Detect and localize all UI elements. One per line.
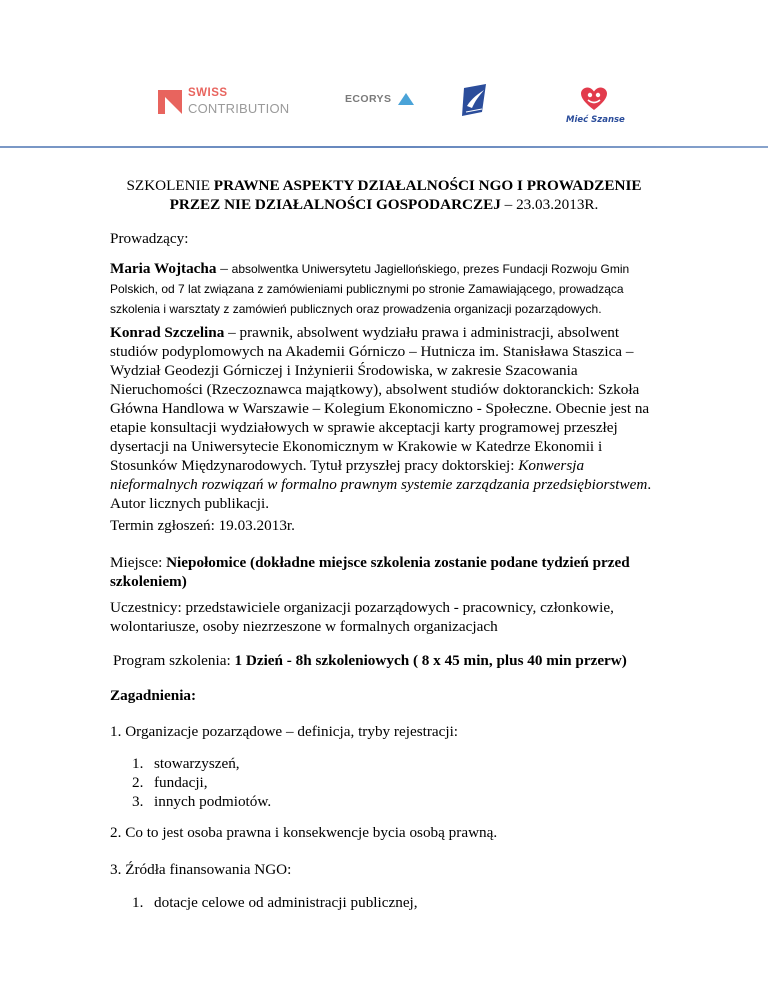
- list-item: 2. fundacji,: [132, 774, 208, 791]
- list-item: 3. innych podmiotów.: [132, 793, 272, 810]
- program-label: Program szkolenia:: [113, 652, 235, 669]
- page-title: [110, 176, 658, 214]
- title-bold-line1: PRAWNE ASPEKTY DZIAŁALNOŚCI NGO I PROWADZENIE: [213, 177, 642, 194]
- instructor1-paragraph: [110, 259, 670, 319]
- title-suffix: – 23.03.2013R.: [500, 196, 599, 213]
- logo-header: [0, 0, 768, 140]
- participants-paragraph: Uczestnicy: przedstawiciele organizacji pozarządowych - pracownicy, członkowie, wolontariusze, osoby niezrzeszone w formalnych organizacjach: [110, 599, 614, 635]
- szanse-logo-text: Mieć Szanse: [566, 115, 625, 125]
- instructor1-bio: absolwentka Uniwersytetu Jagiellońskiego, prezes Fundacji Rozwoju Gmin Polskich, od 7 lat związana z zamówieniami publicznymi po stronie Zamawiającego, prowadząca szkolenia i warsztaty z zamówień publicznych oraz prowadzenia organizacji pozarządowych.: [110, 262, 630, 316]
- instructor1-dash: –: [216, 260, 232, 277]
- title-prefix: SZKOLENIE: [126, 177, 214, 194]
- swiss-mark-icon: [158, 90, 182, 114]
- swiss-contribution-logo: [158, 88, 290, 118]
- list-item: 1. dotacje celowe od administracji publicznej,: [132, 894, 418, 911]
- section3-list: [110, 893, 418, 912]
- place-label: Miejsce:: [110, 554, 167, 571]
- instructor2-thesis: Konwersja nieformalnych rozwiązań w formalno prawnym systemie zarządzania przedsiębiorstwem: [110, 457, 648, 493]
- instructors-label: Prowadzący:: [110, 230, 189, 247]
- program-value: 1 Dzień - 8h szkoleniowych ( 8 x 45 min, plus 40 min przerw): [234, 652, 627, 669]
- instructor2-paragraph: [110, 323, 670, 513]
- section1-list: [110, 754, 271, 811]
- list-item: 1. stowarzyszeń,: [132, 755, 240, 772]
- registration-deadline: Termin zgłoszeń: 19.03.2013r.: [110, 517, 295, 534]
- bird-logo-icon: [460, 82, 490, 118]
- instructor2-name: Konrad Szczelina: [110, 324, 225, 341]
- instructor2-bio-1: – prawnik, absolwent wydziału prawa i administracji, absolwent studiów podyplomowych na Akademii Górniczo – Hutnicza im. Stanisława Staszica – Wydział Geodezji Górniczej i Inżynierii Środowiska, w zakresie Szacowania Nieruchomości (Rzeczoznawca majątkowy), absolwent studiów doktoranckich: Szkoła Główna Handlowa w Warszawie – Kolegium Ekonomiczno - Społeczne. Obecnie jest na etapie konsultacji wydziałowych w sprawie akceptacji karty programowej przeszłej dysertacji na Uniwersytecie Ekonomicznym w Krakowie w Katedrze Ekonomii i Stosunków Międzynarodowych. Tytuł przyszłej pracy doktorskiej:: [110, 324, 650, 474]
- section3-heading: 3. Źródła finansowania NGO:: [110, 861, 292, 878]
- instructor1-name: Maria Wojtacha: [110, 260, 217, 277]
- ecorys-logo: [345, 90, 414, 106]
- instructor2-bio-2: . Autor licznych publikacji.: [110, 476, 652, 512]
- issues-heading: Zagadnienia:: [110, 687, 197, 704]
- title-bold-line2: PRZEZ NIE DZIAŁALNOŚCI GOSPODARCZEJ: [169, 196, 501, 213]
- swiss-logo-line1: SWISS: [188, 87, 228, 99]
- program-paragraph: [113, 651, 673, 670]
- section1-heading: 1. Organizacje pozarządowe – definicja, tryby rejestracji:: [110, 723, 459, 740]
- place-paragraph: [110, 553, 670, 591]
- section2-heading: 2. Co to jest osoba prawna i konsekwencje bycia osobą prawną.: [110, 824, 498, 841]
- header-divider: [0, 146, 768, 148]
- mies-szanse-logo: [566, 86, 625, 126]
- ecorys-logo-text: ECORYS: [345, 92, 392, 105]
- place-value: Niepołomice (dokładne miejsce szkolenia zostanie podane tydzień przed szkoleniem): [110, 554, 630, 590]
- heart-icon: [579, 86, 609, 112]
- swiss-logo-line2: CONTRIBUTION: [188, 100, 290, 116]
- triangle-icon: [398, 93, 414, 105]
